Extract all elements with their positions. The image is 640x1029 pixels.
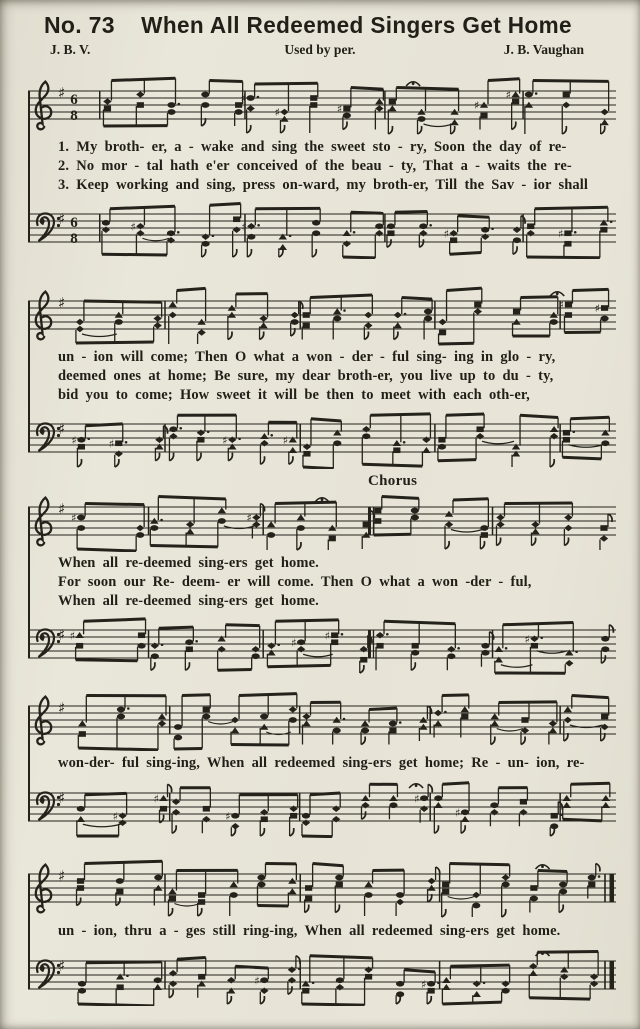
svg-text:♯: ♯	[240, 92, 246, 105]
svg-text:♯: ♯	[58, 294, 66, 312]
bass-staff	[28, 613, 616, 675]
song-title: When All Redeemed Singers Get Home	[140, 12, 572, 38]
attribution-left: J. B. V.	[50, 42, 91, 57]
svg-text:8: 8	[70, 231, 78, 247]
svg-text:♯: ♯	[443, 227, 449, 241]
svg-text:♯: ♯	[291, 636, 297, 650]
svg-text:6: 6	[70, 92, 78, 108]
svg-text:♯: ♯	[505, 88, 511, 102]
svg-text:♯: ♯	[58, 210, 66, 228]
svg-text:♯: ♯	[557, 227, 564, 241]
svg-text:♯: ♯	[112, 809, 118, 823]
chorus-row	[368, 472, 640, 489]
title-row	[0, 12, 640, 39]
svg-text:♯: ♯	[246, 511, 252, 525]
svg-text:♯: ♯	[69, 629, 75, 643]
system-barline	[28, 301, 30, 452]
lyric-line: un - ion will come; Then O what a won - der - ful sing- ing in glo - ry,	[58, 349, 556, 365]
song-number: No. 73	[44, 12, 115, 38]
chorus-lyrics-3	[28, 919, 616, 944]
attribution-row	[0, 42, 640, 59]
svg-text:♯: ♯	[58, 500, 66, 518]
lyric-line: When all re-deemed sing-ers get home.	[58, 555, 319, 571]
bass-staff	[28, 197, 616, 259]
svg-text:♯: ♯	[241, 220, 247, 234]
svg-text:♯: ♯	[153, 792, 159, 806]
svg-text:♯: ♯	[130, 220, 136, 234]
lyric-line: deemed ones at home; Be sure, my dear broth-er, you live up to du - ty,	[58, 368, 554, 384]
music-system-4	[28, 689, 616, 838]
svg-text:♯: ♯	[473, 99, 480, 112]
svg-text:♯: ♯	[594, 302, 600, 315]
svg-text:♯: ♯	[414, 792, 420, 806]
attribution-center: Used by per.	[284, 42, 356, 57]
svg-text:6: 6	[70, 215, 78, 231]
svg-text:♯: ♯	[324, 629, 331, 643]
lyric-line: won-der- ful sing-ing, When all redeemed sing-ers get home; Re - un- ion, re-	[58, 755, 585, 771]
svg-text:♯: ♯	[455, 806, 461, 820]
svg-text:♯: ♯	[58, 957, 66, 975]
svg-text:♯: ♯	[108, 437, 115, 451]
treble-staff	[28, 284, 616, 346]
attribution-right: J. B. Vaughan	[503, 42, 584, 57]
svg-text:8: 8	[70, 108, 78, 124]
svg-text:♯: ♯	[58, 420, 66, 438]
system-barline	[28, 874, 30, 989]
svg-text:♯: ♯	[71, 433, 77, 447]
lyric-line: bid you to come; How sweet it will be then to meet with each oth-er,	[58, 387, 530, 403]
treble-staff	[28, 857, 616, 919]
chorus-lyrics-2	[28, 751, 616, 776]
chorus-label: Chorus	[368, 473, 418, 489]
svg-text:♯: ♯	[58, 84, 66, 102]
svg-text:♯: ♯	[421, 977, 427, 991]
system-barline	[28, 91, 30, 242]
treble-staff	[28, 689, 616, 751]
svg-text:♯: ♯	[336, 102, 343, 116]
system-barline	[28, 706, 30, 821]
svg-text:♯: ♯	[524, 632, 530, 646]
svg-text:♯: ♯	[225, 809, 231, 823]
svg-text:♯: ♯	[58, 867, 66, 885]
svg-text:♯: ♯	[254, 974, 260, 988]
music-system-5	[28, 857, 616, 1006]
verse-lyrics-1	[28, 136, 616, 197]
bass-staff	[28, 776, 616, 838]
chorus-lyrics	[28, 552, 616, 613]
svg-text:♯: ♯	[222, 433, 228, 447]
svg-text:♯: ♯	[558, 298, 564, 312]
svg-text:♯: ♯	[282, 433, 289, 447]
page-header	[0, 0, 640, 59]
verse-lyrics-2	[28, 346, 616, 407]
bass-staff	[28, 407, 616, 469]
lyric-line: un - ion, thru a - ges still ring-ing, When all redeemed sing-ers get home.	[58, 923, 561, 939]
svg-text:♯: ♯	[58, 626, 66, 644]
lyric-line: 2. No mor - tal hath e'er conceived of the beau - ty, That a - waits the re-	[58, 158, 572, 174]
bass-staff	[28, 944, 616, 1006]
treble-staff	[28, 490, 616, 552]
lyric-line: When all re-deemed sing-ers get home.	[58, 593, 319, 609]
system-barline	[28, 507, 30, 658]
music-system-1	[28, 74, 616, 259]
svg-text:♯: ♯	[274, 106, 280, 119]
lyric-line: 3. Keep working and sing, press on-ward, my broth-er, Till the Sav - ior shall	[58, 177, 588, 193]
svg-text:♯: ♯	[58, 789, 66, 807]
svg-text:♯: ♯	[58, 699, 66, 717]
treble-staff	[28, 74, 616, 136]
svg-text:♯: ♯	[71, 511, 77, 525]
music-system-2	[28, 284, 616, 469]
lyric-line: For soon our Re- deem- er will come. Then O what a won -der - ful,	[58, 574, 532, 590]
music-system-3	[28, 490, 616, 675]
lyric-line: 1. My broth- er, a - wake and sing the sweet sto - ry, Soon the day of re-	[58, 139, 567, 155]
